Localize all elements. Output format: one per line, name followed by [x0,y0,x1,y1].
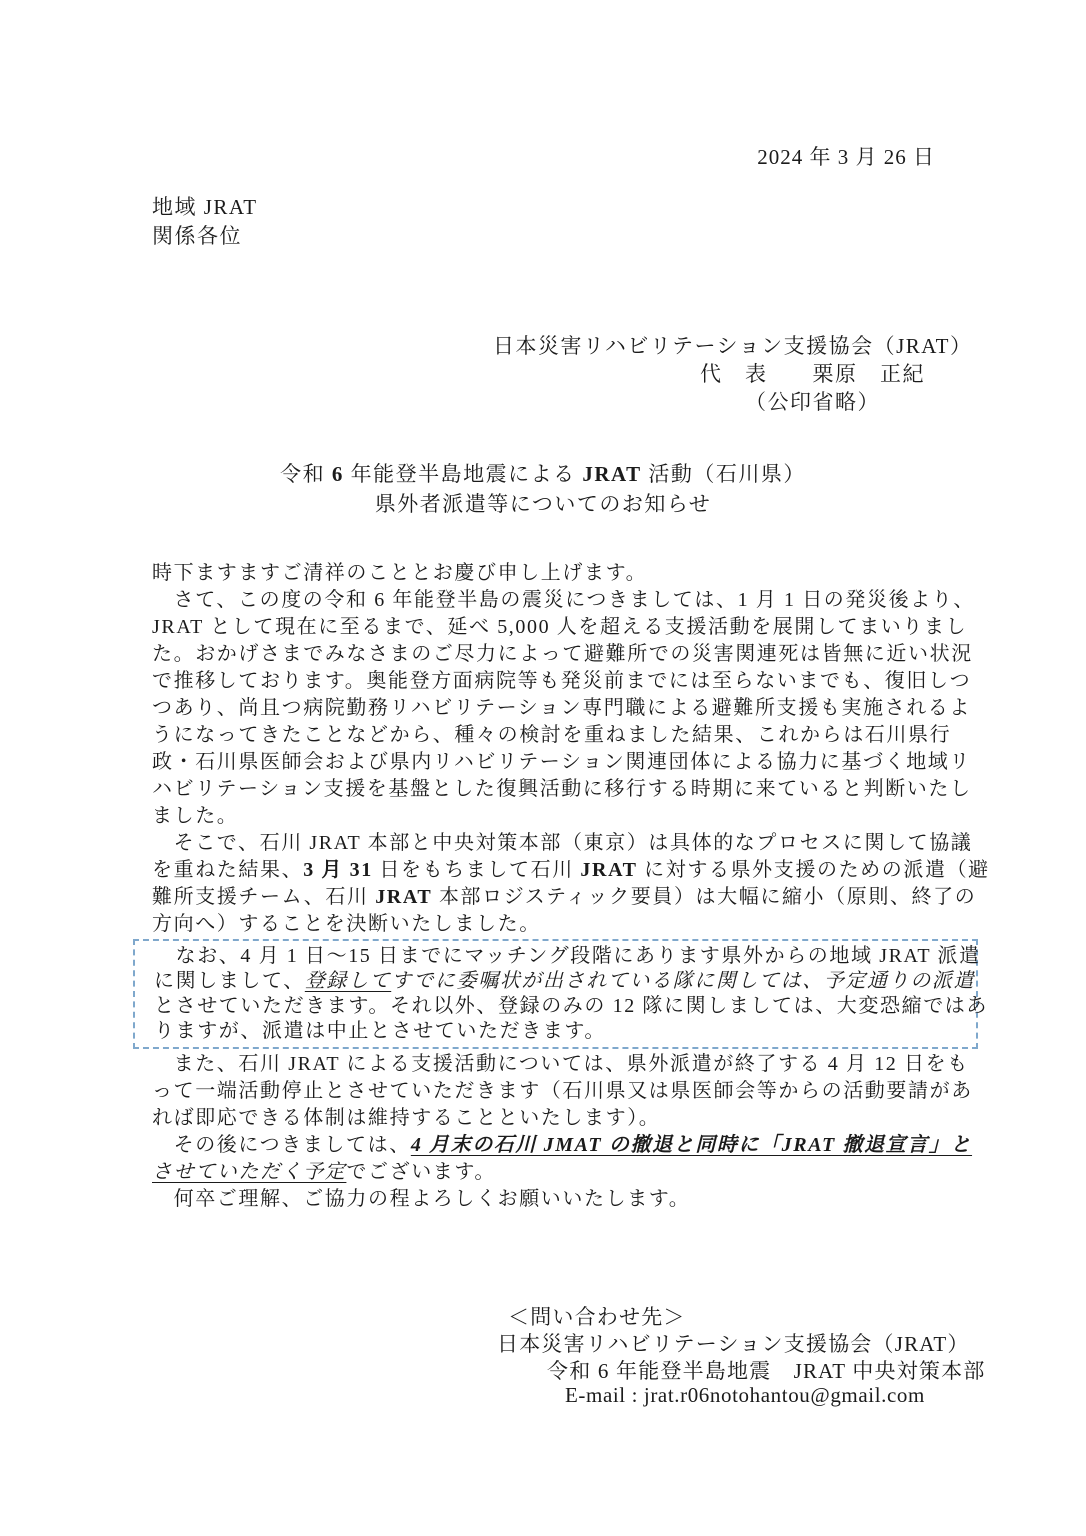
text-segment: れば即応できる体制は維持することといたします）。 [152,1107,661,1129]
text-segment: 登録して [304,970,392,992]
contact-organization: 日本災害リハビリテーション支援協会（JRAT） [497,1332,970,1356]
body-line [152,857,990,884]
body-line [152,722,952,749]
text-segment: JRAT [375,886,433,908]
sender-representative: 代 表 栗原 正紀 [700,362,925,386]
text-segment: つあり、尚且つ病院勤務リハビリテーション専門職による避難所支援も実施されるよ [152,697,971,719]
text-segment: とさせていただきます。それ以外、登録のみの 12 隊に関しましては、大変恐縮ではあ [154,995,988,1017]
text-segment: 方向へ）することを決断いたしました。 [152,913,541,935]
text-segment: って一端活動停止とさせていただきます（石川県又は県医師会等からの活動要請があ [152,1080,973,1102]
body-line [152,1105,952,1132]
text-segment: また、石川 JRAT による支援活動については、県外派遣が終了する 4 月 12 日をも [152,1053,969,1075]
text-segment: に対する県外支援のための派遣（避 [637,859,990,881]
text-segment: 時下ますますご清祥のこととお慶び申し上げます。 [152,562,648,584]
body-line [152,884,977,911]
text-segment: 県外者派遣等についてのお知らせ [374,492,712,516]
sender-organization: 日本災害リハビリテーション支援協会（JRAT） [493,334,973,358]
body-paragraph-block [152,1051,973,1213]
text-segment: その後につきましては、 [152,1134,411,1156]
text-segment: に関しまして、 [154,970,305,992]
text-segment: 政・石川県医師会および県内リハビリテーション関連団体による協力に基づく地域リ [152,751,971,773]
text-segment: りますが、派遣は中止とさせていただきます。 [154,1020,606,1042]
body-line [152,749,971,776]
text-segment: うになってきたことなどから、種々の検討を重ねました結果、これからは石川県行 [152,724,952,746]
contact-heading: ＜問い合わせ先＞ [508,1305,686,1329]
text-segment: ました。 [152,805,239,827]
body-line [154,994,988,1019]
recipient-line: 関係各位 [152,224,242,248]
body-line [152,1159,952,1186]
body-line [152,614,968,641]
letter-date: 2024 年 3 月 26 日 [757,145,935,169]
text-segment: た。おかげさまでみなさまのご尽力によって避難所での災害関連死は皆無に近い状況 [152,643,973,665]
contact-email: E-mail : jrat.r06notohantou@gmail.com [565,1383,925,1407]
recipient-line: 地域 JRAT [152,195,258,219]
contact-headquarters: 令和 6 年能登半島地震 JRAT 中央対策本部 [547,1359,986,1383]
body-line [152,641,973,668]
text-segment: JRAT として現在に至るまで、延べ 5,000 人を超える支援活動を展開してまいりまし [152,616,968,638]
title-line [0,489,1086,519]
text-segment: 4 月末の石川 JMAT の撤退と同時に「JRAT 撤退宣言」と [410,1134,973,1156]
title-line [0,459,1086,489]
body-line [154,969,976,994]
text-segment: さて、この度の令和 6 年能登半島の震災につきましては、1 月 1 日の発災後より、 [152,589,975,611]
body-line [152,1078,973,1105]
body-line [152,587,975,614]
text-segment: すでに委嘱状が出されている隊に関しては、予定通りの派遣 [391,970,976,992]
letter-title [0,459,1086,519]
text-segment: で推移しております。奥能登方面病院等も発災前までには至らないまでも、復旧しつ [152,670,972,692]
text-segment: 本部ロジスティック要員）は大幅に縮小（原則、終了の [432,886,977,908]
text-segment: 6 [331,462,344,486]
text-segment: JRAT [580,859,638,881]
sender-seal-note: （公印省略） [745,390,880,414]
text-segment: 年能登半島地震による [343,462,583,486]
body-line [154,1019,976,1044]
body-line [152,776,972,803]
text-segment: そこで、石川 JRAT 本部と中央対策本部（東京）は具体的なプロセスに関して協議 [152,832,973,854]
text-segment: JRAT [582,462,642,486]
text-segment: ハビリテーション支援を基盤とした復興活動に移行する時期に来ていると判断いたし [152,778,972,800]
text-segment: させていただく予定 [152,1161,347,1183]
body-line [152,803,952,830]
highlight-box [133,939,988,1049]
text-segment: 令和 [280,462,332,486]
letter-body [152,560,990,1213]
text-segment: なお、4 月 1 日～15 日までにマッチング段階にあります県外からの地域 JRAT 派遣 [154,945,981,967]
body-line [152,1186,952,1213]
body-line [152,830,973,857]
text-segment: 何卒ご理解、ご協力の程よろしくお願いいたします。 [152,1188,691,1210]
text-segment: 活動（石川県） [641,462,806,486]
text-segment: 難所支援チーム、石川 [152,886,376,908]
body-line [152,560,952,587]
body-line [154,944,981,969]
body-line [152,1132,973,1159]
body-paragraph-block [152,560,990,938]
body-line [152,668,972,695]
recipient-block [152,193,258,251]
body-line [152,911,952,938]
body-line [152,1051,969,1078]
text-segment: 3 月 31 [303,859,373,881]
text-segment: 日をもちまして石川 [372,859,581,881]
body-line [152,695,971,722]
text-segment: でございます。 [346,1161,497,1183]
text-segment: を重ねた結果、 [152,859,304,881]
